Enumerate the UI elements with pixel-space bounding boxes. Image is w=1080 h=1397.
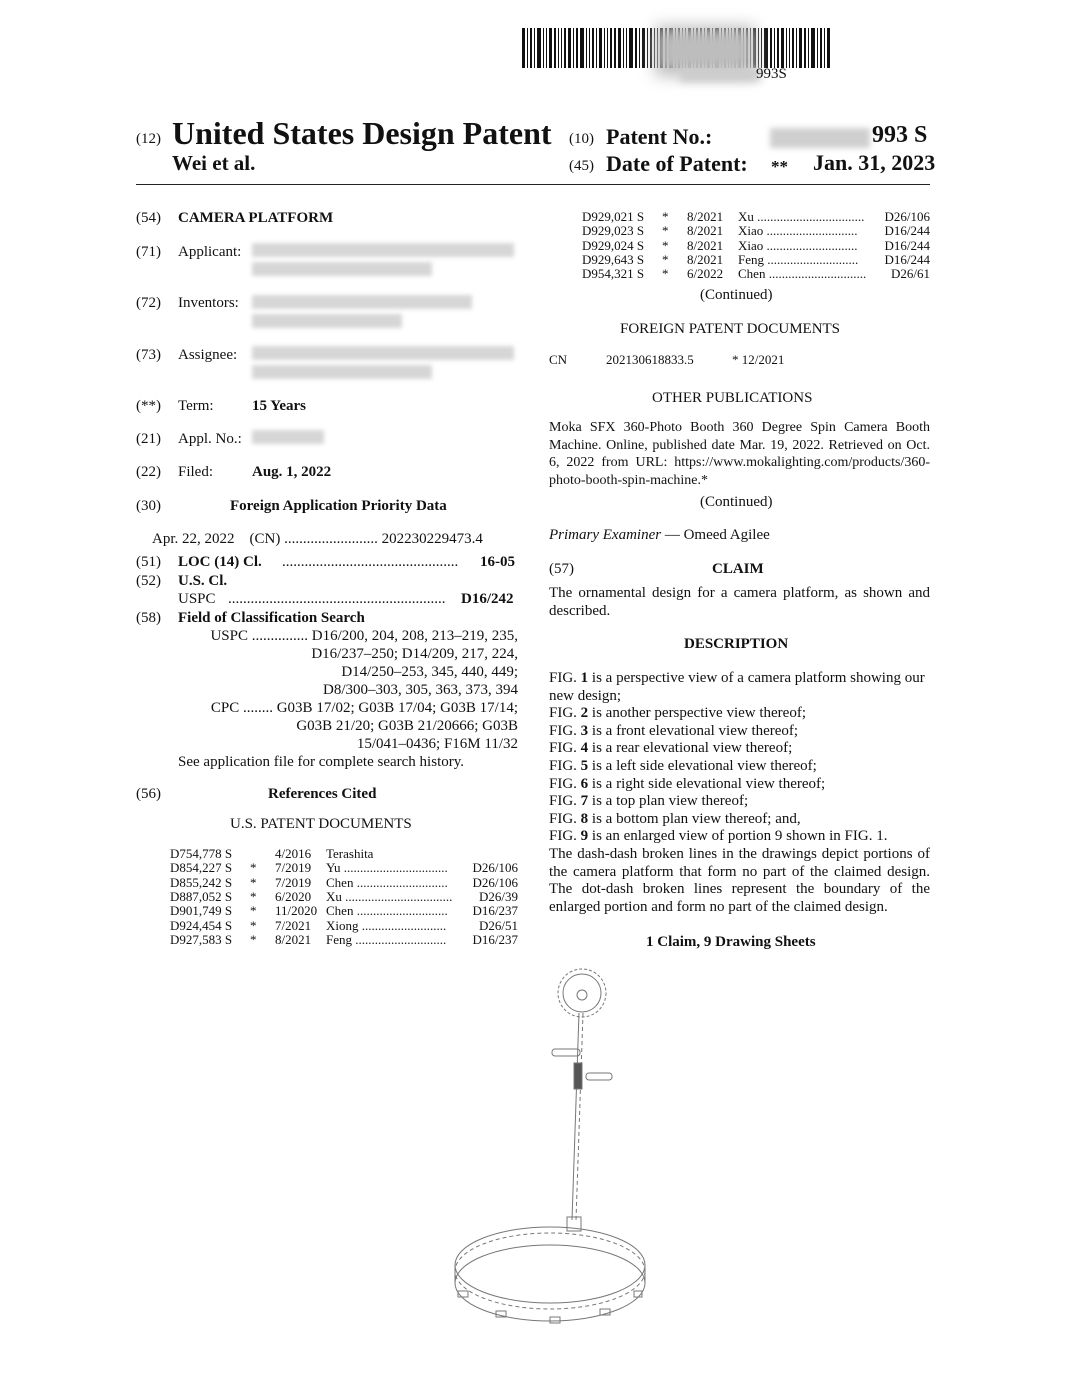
reference-class: D26/106	[884, 209, 930, 224]
reference-date: 8/2021	[687, 209, 724, 224]
reference-name: Chen ..............................	[738, 266, 867, 282]
reference-star: *	[250, 860, 257, 876]
term-value: 15 Years	[252, 398, 307, 414]
field-72-code: (72)	[136, 295, 161, 311]
field-52-code: (52)	[136, 573, 161, 589]
classification-line: See application file for complete search history.	[178, 754, 465, 770]
reference-number: D901,749 S	[170, 903, 233, 919]
description-line: FIG. 6 is a right side elevational view thereof;	[549, 775, 826, 792]
description-line: FIG. 8 is a bottom plan view thereof; and,	[549, 810, 801, 827]
reference-number: D929,021 S	[582, 209, 645, 224]
examiner-label: Primary Examiner	[549, 527, 662, 543]
reference-star: *	[662, 237, 669, 253]
classification-line: G03B 21/20; G03B 21/20666; G03B	[296, 718, 518, 734]
reference-name: Xiao ............................	[738, 237, 858, 253]
references-cited-title: References Cited	[268, 786, 377, 802]
us-patent-docs-title: U.S. PATENT DOCUMENTS	[230, 816, 412, 832]
examiner-line	[549, 526, 770, 544]
reference-row	[582, 223, 930, 238]
reference-star: *	[662, 209, 669, 224]
camera-platform-drawing	[450, 965, 650, 1345]
foreign-country: CN	[549, 352, 568, 367]
redacted-inventors	[252, 314, 402, 328]
claim-title: CLAIM	[712, 561, 764, 577]
reference-date: 7/2019	[275, 860, 312, 876]
reference-star: *	[250, 931, 257, 947]
page-title: United States Design Patent	[172, 115, 552, 151]
date-marker: **	[771, 157, 788, 176]
barcode-number: 993S	[756, 66, 787, 82]
reference-row	[582, 252, 930, 267]
description-line: FIG. 4 is a rear elevational view thereof;	[549, 740, 793, 757]
field-21-code: (21)	[136, 431, 161, 447]
term-code: (**)	[136, 398, 161, 414]
reference-date: 4/2016	[275, 846, 312, 861]
patent-no-label: Patent No.:	[606, 124, 713, 149]
reference-row	[170, 918, 518, 933]
reference-name: Xu .................................	[738, 209, 865, 224]
term-label: Term:	[178, 398, 214, 414]
field-57-code: (57)	[549, 561, 574, 577]
classification-line: D8/300–303, 305, 363, 373, 394	[323, 682, 518, 698]
reference-number: D887,052 S	[170, 888, 233, 904]
reference-date: 11/2020	[275, 903, 318, 919]
reference-star: *	[250, 917, 257, 933]
filed-label: Filed:	[178, 464, 214, 480]
reference-row	[170, 846, 518, 861]
reference-row	[582, 266, 930, 281]
inventors-label: Inventors:	[178, 295, 239, 311]
reference-class: D16/244	[884, 237, 930, 253]
redacted-applicant	[252, 243, 514, 257]
loc-dots: ...............................................	[282, 554, 459, 570]
reference-name: Xiao ............................	[738, 223, 858, 239]
reference-class: D26/51	[479, 917, 518, 933]
field-22-code: (22)	[136, 464, 161, 480]
code-10: (10)	[569, 131, 594, 147]
description-line: FIG. 1 is a perspective view of a camera platform showing our new design;	[549, 670, 925, 704]
claims-sheets: 1 Claim, 9 Drawing Sheets	[646, 934, 816, 950]
inventors-short: Wei et al.	[172, 151, 256, 175]
priority-line: Apr. 22, 2022 (CN) ......................... 202230229473.4	[152, 531, 483, 547]
field-58-code: (58)	[136, 610, 161, 626]
reference-row	[170, 932, 518, 947]
patent-number-suffix: 993 S	[872, 122, 928, 148]
reference-row	[170, 875, 518, 890]
description-line: FIG. 2 is another perspective view thereof;	[549, 705, 807, 722]
field-30-code: (30)	[136, 498, 161, 514]
reference-number: D754,778 S	[170, 846, 233, 861]
reference-date: 8/2021	[687, 223, 724, 239]
reference-row	[170, 903, 518, 918]
reference-name: Xiong ..........................	[326, 917, 447, 933]
reference-name: Feng ............................	[738, 251, 859, 267]
loc-value: 16-05	[480, 554, 515, 570]
continued-note-2: (Continued)	[700, 494, 773, 510]
reference-name: Chen ............................	[326, 903, 448, 919]
reference-date: 7/2021	[275, 917, 312, 933]
uspc-label: USPC	[178, 591, 216, 607]
description-body	[549, 670, 930, 916]
reference-star: *	[250, 903, 257, 919]
reference-class: D26/106	[472, 874, 518, 890]
priority-data-title: Foreign Application Priority Data	[230, 498, 447, 514]
date-of-patent: Jan. 31, 2023	[813, 150, 936, 175]
assignee-label: Assignee:	[178, 347, 238, 363]
redacted-patent-number	[770, 128, 870, 148]
reference-star: *	[662, 266, 669, 282]
reference-row	[582, 209, 930, 224]
redacted-assignee	[252, 365, 432, 379]
classification-search-title: Field of Classification Search	[178, 610, 365, 626]
foreign-docs-title: FOREIGN PATENT DOCUMENTS	[620, 321, 841, 337]
reference-number: D929,643 S	[582, 251, 645, 267]
classification-line: 15/041–0436; F16M 11/32	[356, 736, 518, 752]
reference-date: 6/2022	[687, 266, 724, 282]
reference-date: 7/2019	[275, 874, 312, 890]
reference-number: D854,227 S	[170, 860, 233, 876]
classification-line: CPC ........ G03B 17/02; G03B 17/04; G03B 17/14;	[210, 700, 518, 716]
redacted-number	[680, 68, 760, 82]
redacted-inventors	[252, 295, 472, 309]
foreign-number: 202130618833.5	[606, 352, 694, 367]
reference-name: Feng ............................	[326, 931, 447, 947]
reference-name: Chen ............................	[326, 874, 448, 890]
reference-class: D16/237	[472, 903, 518, 919]
applicant-label: Applicant:	[178, 244, 242, 260]
description-title: DESCRIPTION	[684, 636, 789, 652]
header-divider	[136, 184, 930, 185]
foreign-date: * 12/2021	[732, 352, 785, 367]
description-line: FIG. 5 is a left side elevational view thereof;	[549, 757, 817, 774]
description-line: FIG. 3 is a front elevational view thereof;	[549, 722, 799, 739]
reference-name: Yu ................................	[326, 860, 448, 876]
reference-number: D924,454 S	[170, 917, 233, 933]
reference-row	[170, 860, 518, 875]
redacted-appl-no	[252, 430, 324, 444]
other-publications-title: OTHER PUBLICATIONS	[652, 390, 813, 406]
uspc-value: D16/242	[461, 591, 514, 607]
reference-number: D954,321 S	[582, 266, 645, 282]
reference-class: D16/244	[884, 223, 930, 239]
continued-note: (Continued)	[700, 287, 773, 303]
claim-text: The ornamental design for a camera platform, as shown and described.	[549, 585, 930, 619]
description-line: FIG. 7 is a top plan view thereof;	[549, 793, 749, 810]
field-51-code: (51)	[136, 554, 161, 570]
reference-class: D26/61	[891, 266, 930, 282]
classification-search-lines	[178, 627, 518, 771]
date-of-patent-label: Date of Patent:	[606, 151, 748, 176]
classification-line: D14/250–253, 345, 440, 449;	[341, 664, 518, 680]
field-54-code: (54)	[136, 210, 161, 226]
appl-no-label: Appl. No.:	[178, 431, 242, 447]
other-publication-text: Moka SFX 360-Photo Booth 360 Degree Spin Camera Booth Machine. Online, published date Mar. 19, 2022. Retrieved on Oct. 6, 2022 from URL: https://www.mokalighting.com/products/360-photo-booth-spin-machine.*	[549, 420, 930, 488]
reference-class: D26/106	[472, 860, 518, 876]
reference-name: Xu .................................	[326, 888, 453, 904]
loc-label: LOC (14) Cl.	[178, 554, 262, 570]
reference-row	[170, 889, 518, 904]
reference-number: D927,583 S	[170, 931, 233, 947]
code-45: (45)	[569, 158, 594, 174]
reference-star: *	[662, 251, 669, 267]
redacted-applicant	[252, 262, 432, 276]
classification-line: D16/237–250; D14/209, 217, 224,	[311, 646, 518, 662]
reference-number: D929,023 S	[582, 223, 645, 239]
filed-date: Aug. 1, 2022	[252, 464, 332, 480]
field-73-code: (73)	[136, 347, 161, 363]
uspc-dots: ..........................................................	[228, 591, 446, 607]
redacted-assignee	[252, 346, 514, 360]
reference-class: D16/237	[472, 931, 518, 947]
code-12: (12)	[136, 131, 161, 147]
reference-star: *	[250, 888, 257, 904]
description-line: FIG. 9 is an enlarged view of portion 9 shown in FIG. 1.	[549, 828, 888, 845]
reference-star: *	[662, 223, 669, 239]
reference-row	[582, 238, 930, 253]
reference-class: D16/244	[884, 251, 930, 267]
us-cl-label: U.S. Cl.	[178, 573, 228, 589]
reference-date: 8/2021	[687, 237, 724, 253]
reference-date: 8/2021	[687, 251, 724, 267]
field-71-code: (71)	[136, 244, 161, 260]
examiner-name: — Omeed Agilee	[664, 527, 770, 543]
reference-class: D26/39	[479, 888, 518, 904]
reference-number: D929,024 S	[582, 237, 645, 253]
reference-star: *	[250, 874, 257, 890]
description-tail: The dash-dash broken lines in the drawings depict portions of the camera platform that form no part of the claimed design. The dot-dash broken lines represent the boundary of the enlarged portion and form no part of the claimed design.	[549, 845, 930, 915]
field-56-code: (56)	[136, 786, 161, 802]
reference-number: D855,242 S	[170, 874, 233, 890]
reference-name: Terashita	[326, 846, 374, 861]
classification-line: USPC ............... D16/200, 204, 208, 213–219, 235,	[210, 628, 518, 644]
reference-date: 6/2020	[275, 888, 312, 904]
design-title: CAMERA PLATFORM	[178, 210, 334, 226]
reference-date: 8/2021	[275, 931, 312, 947]
